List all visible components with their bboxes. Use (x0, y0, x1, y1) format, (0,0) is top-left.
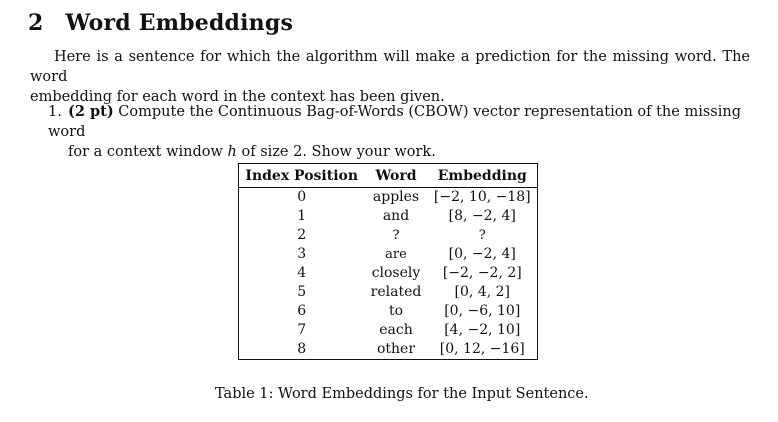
cell-word: and (382, 208, 410, 224)
question-number: 1. (48, 104, 62, 120)
section-number: 2 (28, 10, 44, 36)
cell-embedding: [4, −2, 10] (428, 321, 538, 340)
table-row (239, 245, 538, 264)
header-embedding: Embedding (428, 164, 538, 188)
embedding-table-wrapper (238, 163, 538, 360)
cell-index: 4 (239, 264, 365, 283)
table-row (239, 340, 538, 360)
table-row (239, 264, 538, 283)
cell-embedding: ? (428, 226, 538, 245)
table-row (239, 321, 538, 340)
cell-index: 3 (239, 245, 365, 264)
question-text-line-2 (48, 142, 750, 162)
table-row (239, 207, 538, 226)
intro-line-1: Here is a sentence for which the algorithm will make a prediction for the missing word. The word (30, 49, 750, 85)
cell-embedding: [0, 12, −16] (428, 340, 538, 360)
cell-embedding: [0, 4, 2] (428, 283, 538, 302)
table-row (239, 226, 538, 245)
cell-embedding: [−2, −2, 2] (428, 264, 538, 283)
table-row (239, 302, 538, 321)
cell-index: 7 (239, 321, 365, 340)
question-points: (2 pt) (68, 103, 114, 120)
cell-word: ? (392, 228, 400, 243)
cell-index: 8 (239, 340, 365, 360)
section-title: Word Embeddings (65, 10, 294, 36)
cell-index: 2 (239, 226, 365, 245)
cell-embedding: [8, −2, 4] (428, 207, 538, 226)
question-text-2b: of size 2. Show your work. (236, 144, 436, 160)
cell-index: 5 (239, 283, 365, 302)
cell-word: each (379, 322, 413, 338)
cell-word: are (385, 247, 407, 262)
table-row (239, 188, 538, 208)
cell-word: to (388, 303, 404, 319)
cell-index: 0 (239, 188, 365, 208)
intro-line-2: embedding for each word in the context has been given. (30, 89, 445, 105)
cell-index: 6 (239, 302, 365, 321)
table-row (239, 283, 538, 302)
embedding-table (238, 163, 538, 360)
cell-embedding: [−2, 10, −18] (428, 188, 538, 208)
cell-embedding: [0, −2, 4] (428, 245, 538, 264)
question-text-line-1: Compute the Continuous Bag-of-Words (CBOW) vector representation of the missing word (48, 104, 741, 140)
question-text-2a: for a context window (68, 144, 228, 160)
cell-word: related (370, 284, 422, 300)
header-word: Word (364, 164, 427, 188)
table-header-row (239, 164, 538, 188)
cell-word: closely (371, 265, 421, 281)
intro-paragraph (30, 47, 750, 107)
cell-word: other (364, 340, 427, 360)
cell-embedding: [0, −6, 10] (428, 302, 538, 321)
window-variable: h (227, 144, 237, 160)
cell-word: apples (372, 189, 420, 205)
question-1 (48, 102, 750, 162)
cell-index: 1 (239, 207, 365, 226)
header-index-position: Index Position (239, 164, 365, 188)
section-heading (28, 10, 293, 36)
table-caption: Table 1: Word Embeddings for the Input Sentence. (215, 386, 589, 402)
